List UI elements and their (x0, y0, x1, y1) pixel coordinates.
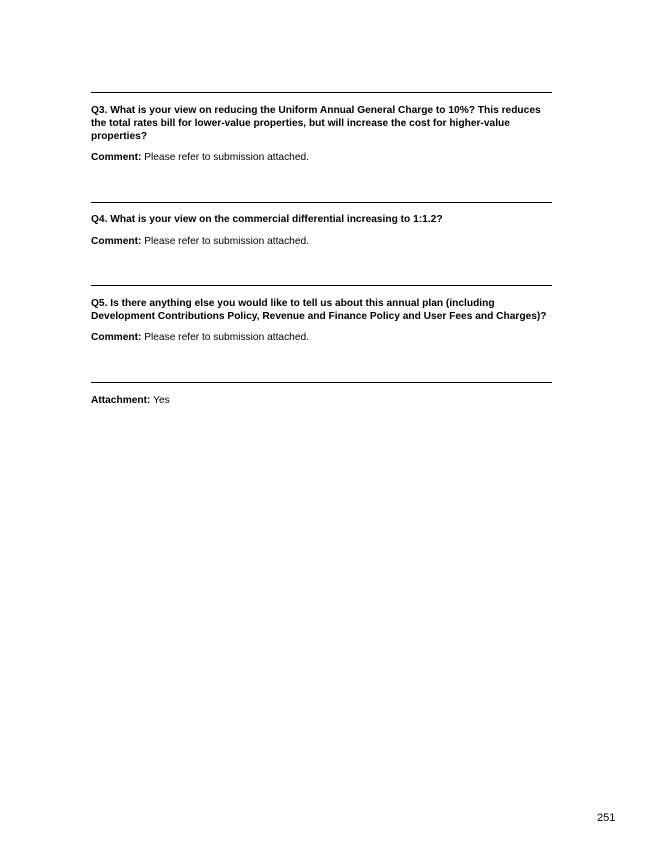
comment-q3 (91, 151, 553, 164)
comment-q5 (91, 331, 553, 344)
comment-label: Comment: (91, 332, 142, 343)
comment-text: Please refer to submission attached. (141, 236, 309, 247)
comment-text: Please refer to submission attached. (141, 152, 309, 163)
question-q3: Q3. What is your view on reducing the Uniform Annual General Charge to 10%? This reduces the total rates bill for lower-value properties, but will increase the cost for higher-value properties? (91, 105, 541, 142)
comment-label: Comment: (91, 236, 142, 247)
question-q4: Q4. What is your view on the commercial differential increasing to 1:1.2? (91, 214, 443, 225)
attachment-label: Attachment: (91, 395, 151, 406)
divider-top (91, 92, 552, 93)
page-number: 251 (597, 812, 616, 824)
comment-q4 (91, 235, 553, 248)
question-q5: Q5. Is there anything else you would like to tell us about this annual plan (including Development Contributions Policy, Revenue and Finance Policy and User Fees and Charges)? (91, 298, 547, 322)
attachment-line (91, 394, 553, 407)
divider-attachment (91, 382, 552, 383)
comment-label: Comment: (91, 152, 142, 163)
attachment-value: Yes (150, 395, 170, 406)
divider-q4 (91, 202, 552, 203)
divider-q5 (91, 285, 552, 286)
comment-text: Please refer to submission attached. (141, 332, 309, 343)
